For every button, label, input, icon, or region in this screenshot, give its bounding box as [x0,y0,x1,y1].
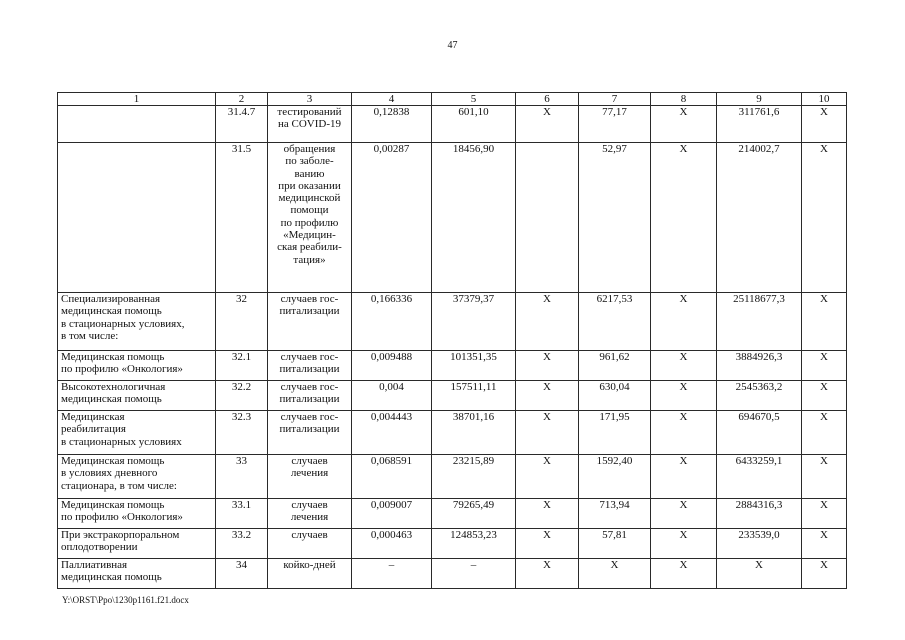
table-row [58,499,847,529]
cell-cost-norm: 37379,37 [432,293,516,351]
cell-unit: случаев гос- питализации [268,411,352,455]
page-number: 47 [447,40,458,51]
cell-volume-norm: 0,004443 [352,411,432,455]
cell-col8: Х [651,499,717,529]
cell-volume-norm: 0,12838 [352,106,432,143]
cell-volume-norm: 0,166336 [352,293,432,351]
cell-per-capita: 52,97 [579,143,651,293]
cell-total: 25118677,3 [717,293,802,351]
cell-service-name: Паллиативная медицинская помощь [58,559,216,589]
column-header: 9 [717,93,802,106]
cell-volume-norm: 0,009488 [352,351,432,381]
table-row [58,143,847,293]
cell-service-name: Высокотехнологичная медицинская помощь [58,381,216,411]
cell-per-capita: 713,94 [579,499,651,529]
cell-col8: Х [651,559,717,589]
cell-col6: Х [516,106,579,143]
cell-col6: Х [516,529,579,559]
table-header-row [58,93,847,106]
cell-per-capita: 57,81 [579,529,651,559]
cell-per-capita: 6217,53 [579,293,651,351]
cell-total: Х [717,559,802,589]
cell-col10: Х [802,143,847,293]
column-header: 5 [432,93,516,106]
cell-row-number: 33.2 [216,529,268,559]
cell-total: 233539,0 [717,529,802,559]
cell-unit: койко-дней [268,559,352,589]
cell-cost-norm: 101351,35 [432,351,516,381]
cell-row-number: 32.1 [216,351,268,381]
cell-per-capita: 961,62 [579,351,651,381]
cell-service-name: Медицинская помощь по профилю «Онкология» [58,351,216,381]
cell-col6: Х [516,455,579,499]
cell-row-number: 34 [216,559,268,589]
table-row [58,381,847,411]
file-path-footer: Y:\ORST\Ppo\1230p1161.f21.docx [62,595,189,605]
column-header: 4 [352,93,432,106]
cell-total: 214002,7 [717,143,802,293]
cell-col8: Х [651,529,717,559]
column-header: 2 [216,93,268,106]
cell-row-number: 32.3 [216,411,268,455]
cell-unit: случаев [268,529,352,559]
cell-total: 311761,6 [717,106,802,143]
cell-col10: Х [802,411,847,455]
cell-col6: Х [516,351,579,381]
cell-col6: Х [516,381,579,411]
cell-volume-norm: 0,068591 [352,455,432,499]
cell-total: 6433259,1 [717,455,802,499]
cell-service-name [58,143,216,293]
cell-volume-norm: 0,009007 [352,499,432,529]
cell-col8: Х [651,293,717,351]
cell-total: 2545363,2 [717,381,802,411]
cell-per-capita: Х [579,559,651,589]
cell-col10: Х [802,455,847,499]
cell-col8: Х [651,143,717,293]
cell-cost-norm: 38701,16 [432,411,516,455]
column-header: 7 [579,93,651,106]
cell-service-name: Медицинская помощь в условиях дневного стационара, в том числе: [58,455,216,499]
cell-col10: Х [802,293,847,351]
cell-service-name: При экстракорпоральном оплодотворении [58,529,216,559]
column-header: 1 [58,93,216,106]
cell-col10: Х [802,559,847,589]
table-row [58,455,847,499]
cell-unit: случаев лечения [268,499,352,529]
cell-unit: обращения по заболе- ванию при оказании медицинской помощи по профилю «Медицин- ская реабили- тация» [268,143,352,293]
cell-unit: тестирований на COVID-19 [268,106,352,143]
cell-col10: Х [802,381,847,411]
cell-service-name [58,106,216,143]
cell-volume-norm: 0,004 [352,381,432,411]
cell-cost-norm: 124853,23 [432,529,516,559]
column-header: 10 [802,93,847,106]
table-row [58,559,847,589]
cell-col8: Х [651,351,717,381]
cell-total: 2884316,3 [717,499,802,529]
cell-row-number: 33 [216,455,268,499]
cell-col8: Х [651,106,717,143]
cell-row-number: 32.2 [216,381,268,411]
cell-row-number: 31.4.7 [216,106,268,143]
cell-col8: Х [651,455,717,499]
cell-cost-norm: – [432,559,516,589]
cell-unit: случаев лечения [268,455,352,499]
cell-col8: Х [651,381,717,411]
cell-col10: Х [802,499,847,529]
cell-col6: Х [516,499,579,529]
cell-unit: случаев гос- питализации [268,293,352,351]
column-header: 6 [516,93,579,106]
cell-volume-norm: 0,00287 [352,143,432,293]
cell-total: 694670,5 [717,411,802,455]
cell-per-capita: 1592,40 [579,455,651,499]
cell-service-name: Медицинская помощь по профилю «Онкология» [58,499,216,529]
cell-per-capita: 77,17 [579,106,651,143]
table-row [58,351,847,381]
cell-total: 3884926,3 [717,351,802,381]
cell-volume-norm: 0,000463 [352,529,432,559]
cell-cost-norm: 601,10 [432,106,516,143]
cell-cost-norm: 157511,11 [432,381,516,411]
cell-cost-norm: 79265,49 [432,499,516,529]
data-table [57,92,847,589]
cell-volume-norm: – [352,559,432,589]
cell-service-name: Медицинская реабилитация в стационарных условиях [58,411,216,455]
cell-unit: случаев гос- питализации [268,381,352,411]
cell-col10: Х [802,529,847,559]
table-row [58,529,847,559]
cell-col10: Х [802,351,847,381]
cell-col8: Х [651,411,717,455]
cell-col6: Х [516,411,579,455]
cell-col6 [516,143,579,293]
table-row [58,106,847,143]
cell-row-number: 31.5 [216,143,268,293]
cell-col6: Х [516,293,579,351]
cell-cost-norm: 18456,90 [432,143,516,293]
cell-unit: случаев гос- питализации [268,351,352,381]
column-header: 3 [268,93,352,106]
cell-per-capita: 630,04 [579,381,651,411]
cell-per-capita: 171,95 [579,411,651,455]
table-row [58,411,847,455]
cell-service-name: Специализированная медицинская помощь в стационарных условиях, в том числе: [58,293,216,351]
cell-col6: Х [516,559,579,589]
cell-cost-norm: 23215,89 [432,455,516,499]
cell-col10: Х [802,106,847,143]
column-header: 8 [651,93,717,106]
cell-row-number: 32 [216,293,268,351]
table-row [58,293,847,351]
cell-row-number: 33.1 [216,499,268,529]
